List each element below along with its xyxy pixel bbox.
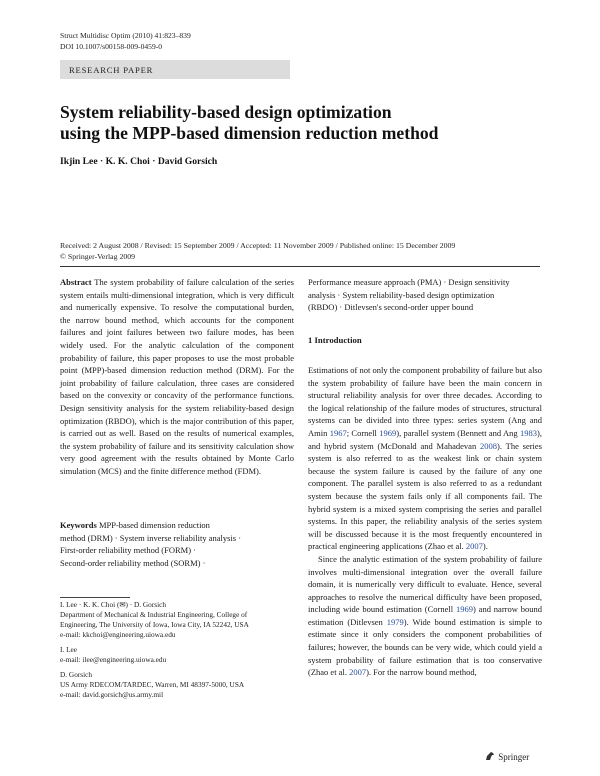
- article-type-label: RESEARCH PAPER: [69, 65, 154, 75]
- author-list: Ikjin Lee · K. K. Choi · David Gorsich: [60, 156, 218, 167]
- publication-dates: [60, 240, 550, 262]
- journal-citation: Struct Multidisc Optim (2010) 41:823–839: [60, 31, 191, 40]
- keyword-cont-3: (RBDO) · Ditlevsen's second-order upper bound: [308, 302, 474, 313]
- citation-link[interactable]: 1983: [520, 427, 538, 438]
- abstract: [60, 276, 294, 478]
- keyword-line-3: First-order reliability method (FORM) ·: [60, 545, 196, 556]
- keywords: [60, 519, 294, 569]
- affiliation-address: Engineering, The University of Iowa, Iowa City, IA 52242, USA: [60, 620, 249, 629]
- history-dates: Received: 2 August 2008 / Revised: 15 September 2009 / Accepted: 11 November 2009 / Published online: 15 December 2009: [60, 241, 456, 250]
- citation-link[interactable]: 1969: [455, 604, 473, 615]
- paper-title: [60, 102, 530, 144]
- publisher-name: Springer: [498, 752, 530, 762]
- affiliation-block-3: [60, 670, 300, 700]
- affiliation-email[interactable]: e-mail: ilee@engineering.uiowa.edu: [60, 655, 167, 664]
- header-divider: [60, 266, 540, 267]
- affiliation-dept: Department of Mechanical & Industrial Engineering, College of: [60, 610, 248, 619]
- section-heading: 1 Introduction: [308, 335, 362, 345]
- copyright: © Springer-Verlag 2009: [60, 252, 136, 261]
- affiliation-address: US Army RDECOM/TARDEC, Warren, MI 48397-5000, USA: [60, 680, 245, 689]
- affiliation-author: D. Gorsich: [60, 670, 93, 679]
- keyword-line-4: Second-order reliability method (SORM) ·: [60, 557, 206, 568]
- journal-header: [60, 31, 191, 52]
- title-line-2: using the MPP-based dimension reduction method: [60, 123, 439, 143]
- abstract-text: The system probability of failure calculation of the series system entails multi-dimensional integration, which is very difficult and numerically expensive. To resolve the computational burden, the narrow bound method, which accounts for the component failures and joint failures between two failure modes, has been widely used. For the analytic calculation of the component probability of failure, this paper proposes to use the most probable point (MPP)-based dimension reduction method (DRM). For the joint probability of failure calculation, three cases are considered based on the convexity or concavity of the performance functions. Design sensitivity analysis for the system reliability-based design optimization (RBDO), which is the major contribution of this paper, is carried out as well. Based on the results of numerical examples, the system probability of failure and its sensitivity calculation show very good agreement with the results obtained by Monte Carlo simulation (MCS) and the finite difference method (FDM).: [60, 277, 294, 476]
- affiliation-block-1: [60, 600, 300, 640]
- footnote-divider: [60, 597, 130, 598]
- publisher-logo: [484, 751, 529, 762]
- keywords-label: Keywords: [60, 520, 97, 530]
- intro-paragraph-1: Estimations of not only the component probability of failure but also the system probability of failure have been the main concern in structural reliability analysis for over three decades. According to the logical relationship of the failure modes of structures, structural systems can be divided into three types: series system (Ang and Amin 1967; Cornell 1969), parallel system (Bennett and Ang 1983), and hybrid system (McDonald and Mahadevan 2008). The series system is also referred to as the weakest link or chain system because the system failure is caused by the failure of any one component. The parallel system is also referred to as a redundant system because the system fails only if all components fail. The hybrid system is a mixed system comprising the series and parallel systems. In this paper, the reliability analysis of the series system will be discussed because it is the most frequently encountered in practical engineering applications (Zhao et al. 2007).: [308, 365, 542, 552]
- citation-link[interactable]: 2007: [465, 541, 483, 552]
- affiliation-email[interactable]: e-mail: kkchoi@engineering.uiowa.edu: [60, 630, 176, 639]
- keywords-continued: [308, 276, 542, 314]
- keyword-cont-1: Performance measure approach (PMA) · Design sensitivity: [308, 277, 510, 287]
- affiliation-authors: I. Lee · K. K. Choi (✉) · D. Gorsich: [60, 600, 167, 609]
- affiliation-email[interactable]: e-mail: david.gorsich@us.army.mil: [60, 690, 164, 699]
- affiliations: [60, 600, 300, 705]
- affiliation-block-2: [60, 645, 300, 665]
- article-type-banner: [60, 60, 290, 79]
- affiliation-author: I. Lee: [60, 645, 78, 654]
- abstract-label: Abstract: [60, 277, 92, 287]
- keyword-cont-2: analysis · System reliability-based design optimization: [308, 289, 495, 300]
- title-line-1: System reliability-based design optimization: [60, 102, 392, 122]
- citation-link[interactable]: 1969: [379, 427, 397, 438]
- doi: DOI 10.1007/s00158-009-0459-0: [60, 41, 163, 51]
- citation-link[interactable]: 2007: [349, 667, 367, 678]
- springer-horse-icon: [484, 751, 496, 761]
- intro-paragraph-2: Since the analytic estimation of the system probability of failure involves multi-dimensional integration over the overall failure domain, it is numerically very difficult to evaluate. Hence, several approaches to resolve the numerical difficulty have been proposed, including wide bound estimation (Cornell 1969) and narrow bound estimation (Ditlevsen 1979). Wide bound estimation is simple to estimate since it only considers the component probabilities of failures; however, the bounds can be very wide, which could yield a system probability of failure estimation that is too conservative (Zhao et al. 2007). For the narrow bound method,: [308, 553, 542, 678]
- citation-link[interactable]: 1979: [386, 616, 404, 627]
- keyword-line-1: MPP-based dimension reduction: [98, 520, 210, 530]
- keyword-line-2: method (DRM) · System inverse reliability analysis ·: [60, 532, 242, 543]
- introduction-body: [308, 364, 542, 679]
- citation-link[interactable]: 1967: [329, 427, 347, 438]
- citation-link[interactable]: 2008: [480, 440, 498, 451]
